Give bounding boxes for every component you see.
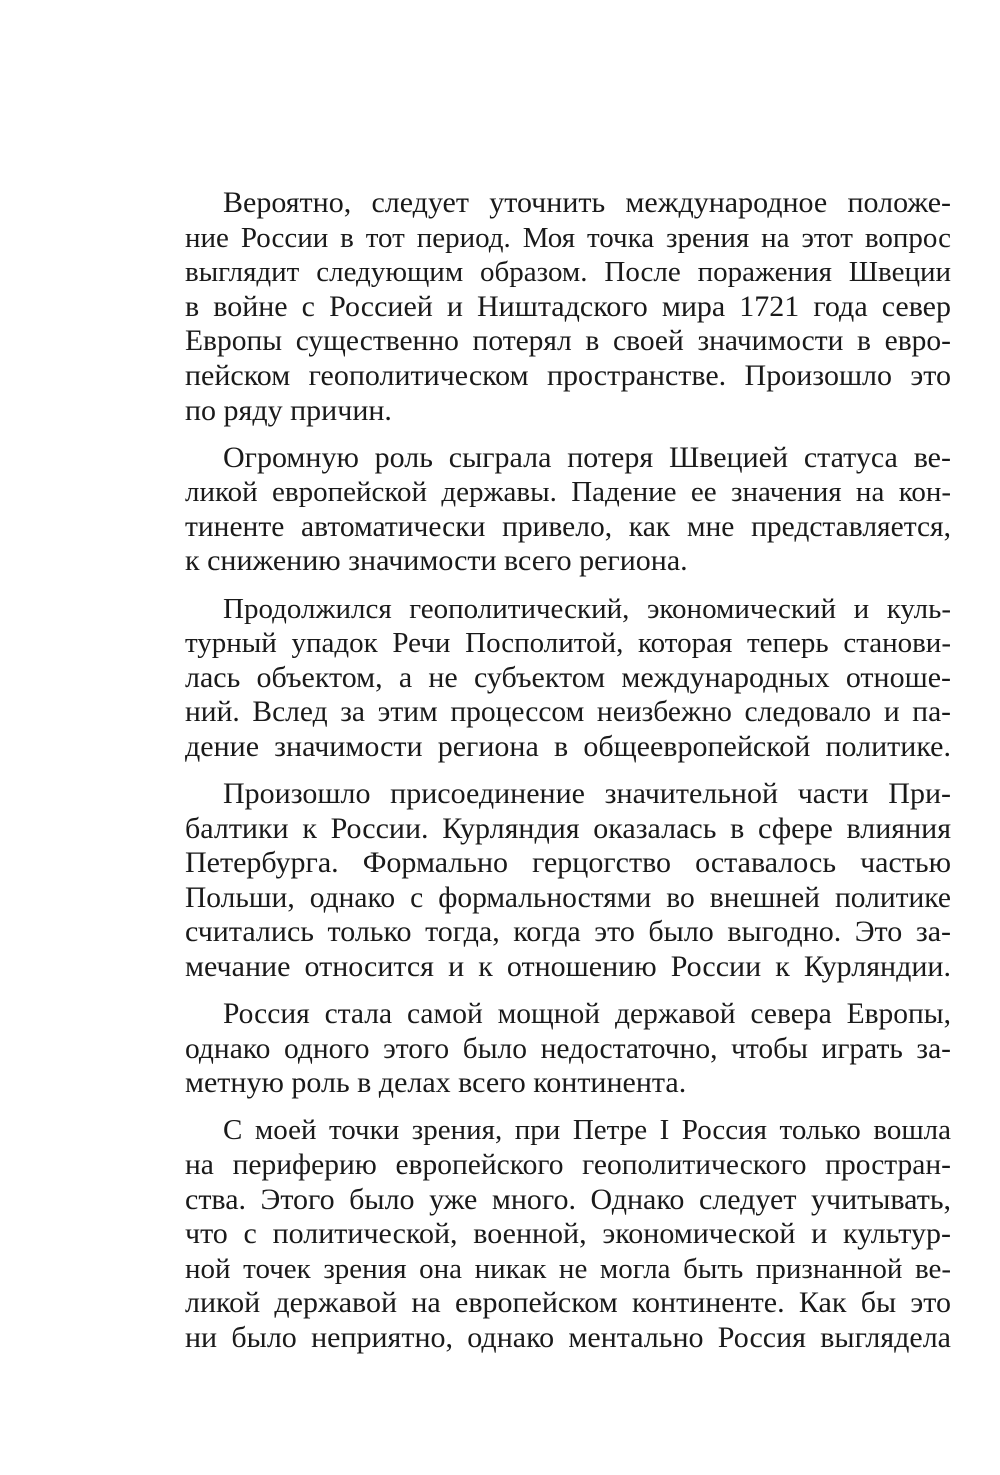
text-line: по ряду причин. (185, 393, 392, 427)
text-line: ликой европейской державы. Падение ее значения на кон- (185, 476, 951, 509)
text-line: Вероятно, следует уточнить международное положе- (223, 186, 951, 219)
text-line: С моей точки зрения, при Петре I Россия только вошла (223, 1114, 951, 1147)
text-line: лась объектом, а не субъектом международных отноше- (185, 660, 951, 694)
text-line: дение значимости региона в общеевропейской политике. (185, 729, 951, 763)
body-text (185, 186, 951, 1368)
text-line: тиненте автоматически привело, как мне представляется, (185, 510, 951, 543)
paragraph-3 (185, 592, 951, 765)
text-line: Петербурга. Формально герцогство оставалось частью (185, 846, 951, 880)
text-line: Произошло присоединение значительной части При- (223, 777, 951, 810)
text-line: пейском геополитическом пространстве. Произошло это (185, 358, 951, 392)
text-line: считались только тогда, когда это было выгодно. Это за- (185, 915, 951, 949)
text-line: Европы существенно потерял в своей значимости в евро- (185, 325, 951, 358)
text-line: ни было неприятно, однако ментально Россия выглядела (185, 1320, 951, 1354)
paragraph-1 (185, 186, 951, 428)
text-line: ной точек зрения она никак не могла быть признанной ве- (185, 1252, 951, 1285)
text-line: ние России в тот период. Моя точка зрения на этот вопрос (185, 221, 951, 254)
paragraph-4 (185, 777, 951, 985)
text-line: выглядит следующим образом. После поражения Швеции (185, 256, 951, 289)
text-line: Огромную роль сыграла потеря Швецией статуса ве- (223, 440, 951, 474)
text-line: однако одного этого было недостаточно, чтобы играть за- (185, 1032, 951, 1065)
text-line: турный упадок Речи Посполитой, которая теперь станови- (185, 627, 951, 660)
text-line: к снижению значимости всего региона. (185, 544, 688, 578)
text-line: мечание относится и к отношению России к Курляндии. (185, 949, 951, 983)
text-line: метную роль в делах всего континента. (185, 1066, 687, 1100)
text-line: ликой державой на европейском континенте. Как бы это (185, 1286, 951, 1320)
text-line: балтики к России. Курляндия оказалась в сфере влияния (185, 811, 951, 845)
text-line: Продолжился геополитический, экономический и куль- (223, 592, 951, 625)
text-line: на периферию европейского геополитического простран- (185, 1148, 951, 1181)
text-line: в войне с Россией и Ништадского мира 1721 года север (185, 289, 951, 323)
text-line: что с политической, военной, экономической и культур- (185, 1217, 951, 1251)
text-line: Россия стала самой мощной державой севера Европы, (223, 998, 951, 1031)
text-line: ства. Этого было уже много. Однако следует учитывать, (185, 1182, 951, 1216)
paragraph-6 (185, 1113, 951, 1355)
paragraph-5 (185, 997, 951, 1101)
text-line: Польши, однако с формальностями во внешней политике (185, 881, 951, 914)
paragraph-2 (185, 441, 951, 579)
text-line: ний. Вслед за этим процессом неизбежно следовало и па- (185, 696, 951, 729)
